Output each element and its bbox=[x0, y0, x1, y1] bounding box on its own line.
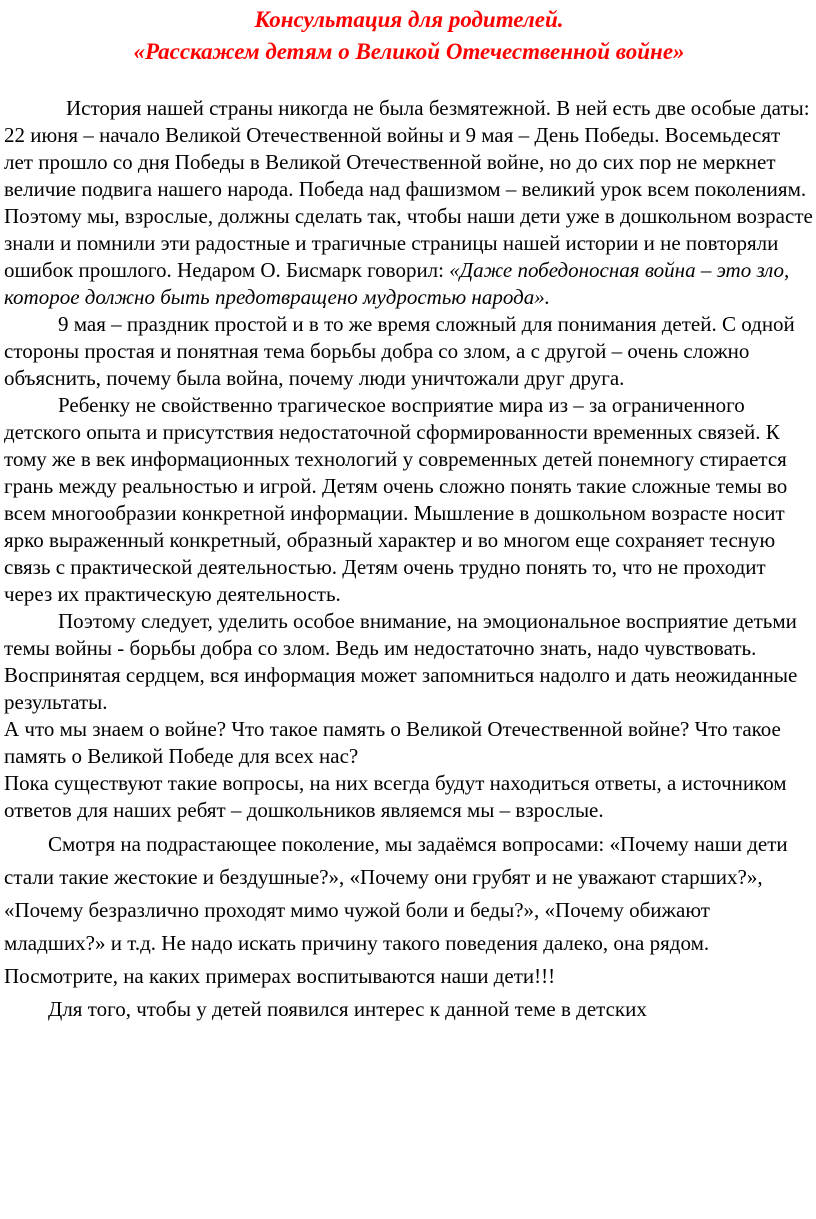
paragraph-may-9: 9 мая – праздник простой и в то же время сложный для понимания детей. С одной стороны простая и понятная тема борьбы добра со злом, а с другой – очень сложно объяснить, почему была война, почему люди уничтожали друг друга. bbox=[4, 312, 795, 390]
title-spacer bbox=[4, 68, 814, 95]
paragraph-intro bbox=[4, 95, 814, 311]
bismarck-quote: «Даже победоносная война – это зло, которое должно быть предотвращено мудростью народа». bbox=[4, 258, 790, 309]
title-line-2: «Расскажем детям о Великой Отечественной войне» bbox=[133, 39, 685, 64]
paragraph-generation: Смотря на подрастающее поколение, мы задаёмся вопросами: «Почему наши дети стали такие жестокие и бездушные?», «Почему они грубят и не уважают старших?», «Почему безразлично проходят мимо чужой боли и беды?», «Почему обижают младших?» и т.д. Не надо искать причину такого поведения далеко, она рядом. Посмотрите, на каких примерах воспитываются наши дети!!! bbox=[4, 832, 788, 988]
paragraph-answers: Пока существуют такие вопросы, на них всегда будут находиться ответы, а источником ответов для наших ребят – дошкольников являемся мы – взрослые. bbox=[4, 771, 787, 822]
title-line-1: Консультация для родителей. bbox=[254, 7, 564, 32]
paragraph-emotional-perception: Поэтому следует, уделить особое внимание, на эмоциональное восприятие детьми темы войны - борьбы добра со злом. Ведь им недостаточно знать, надо чувствовать. Воспринятая сердцем, вся информация может запомниться надолго и дать неожиданные результаты. bbox=[4, 609, 798, 714]
paragraph-questions: А что мы знаем о войне? Что такое память о Великой Отечественной войне? Что такое память о Великой Победе для всех нас? bbox=[4, 717, 781, 768]
paragraph-interest: Для того, чтобы у детей появился интерес к данной теме в детских bbox=[48, 997, 647, 1021]
paragraph-intro-text: История нашей страны никогда не была безмятежной. В ней есть две особые даты: 22 июня – начало Великой Отечественной войны и 9 мая – День Победы. Восемьдесят лет прошло со дня Победы в Великой Отечественной войне, но до сих пор не меркнет величие подвига нашего народа. Победа над фашизмом – великий урок всем поколениям. Поэтому мы, взрослые, должны сделать так, чтобы наши дети уже в дошкольном возрасте знали и помнили эти радостные и трагичные страницы нашей истории и не повторяли ошибок прошлого. Недаром О. Бисмарк говорил: bbox=[4, 96, 813, 282]
paragraph-child-perception: Ребенку не свойственно трагическое восприятие мира из – за ограниченного детского опыта и присутствия недостаточной сформированности временных связей. К тому же в век информационных технологий у современных детей понемногу стирается грань между реальностью и игрой. Детям очень сложно понять такие сложные темы во всем многообразии конкретной информации. Мышление в дошкольном возрасте носит ярко выраженный конкретный, образный характер и во многом еще сохраняет тесную связь с практической деятельностью. Детям очень трудно понять то, что не проходит через их практическую деятельность. bbox=[4, 393, 788, 606]
